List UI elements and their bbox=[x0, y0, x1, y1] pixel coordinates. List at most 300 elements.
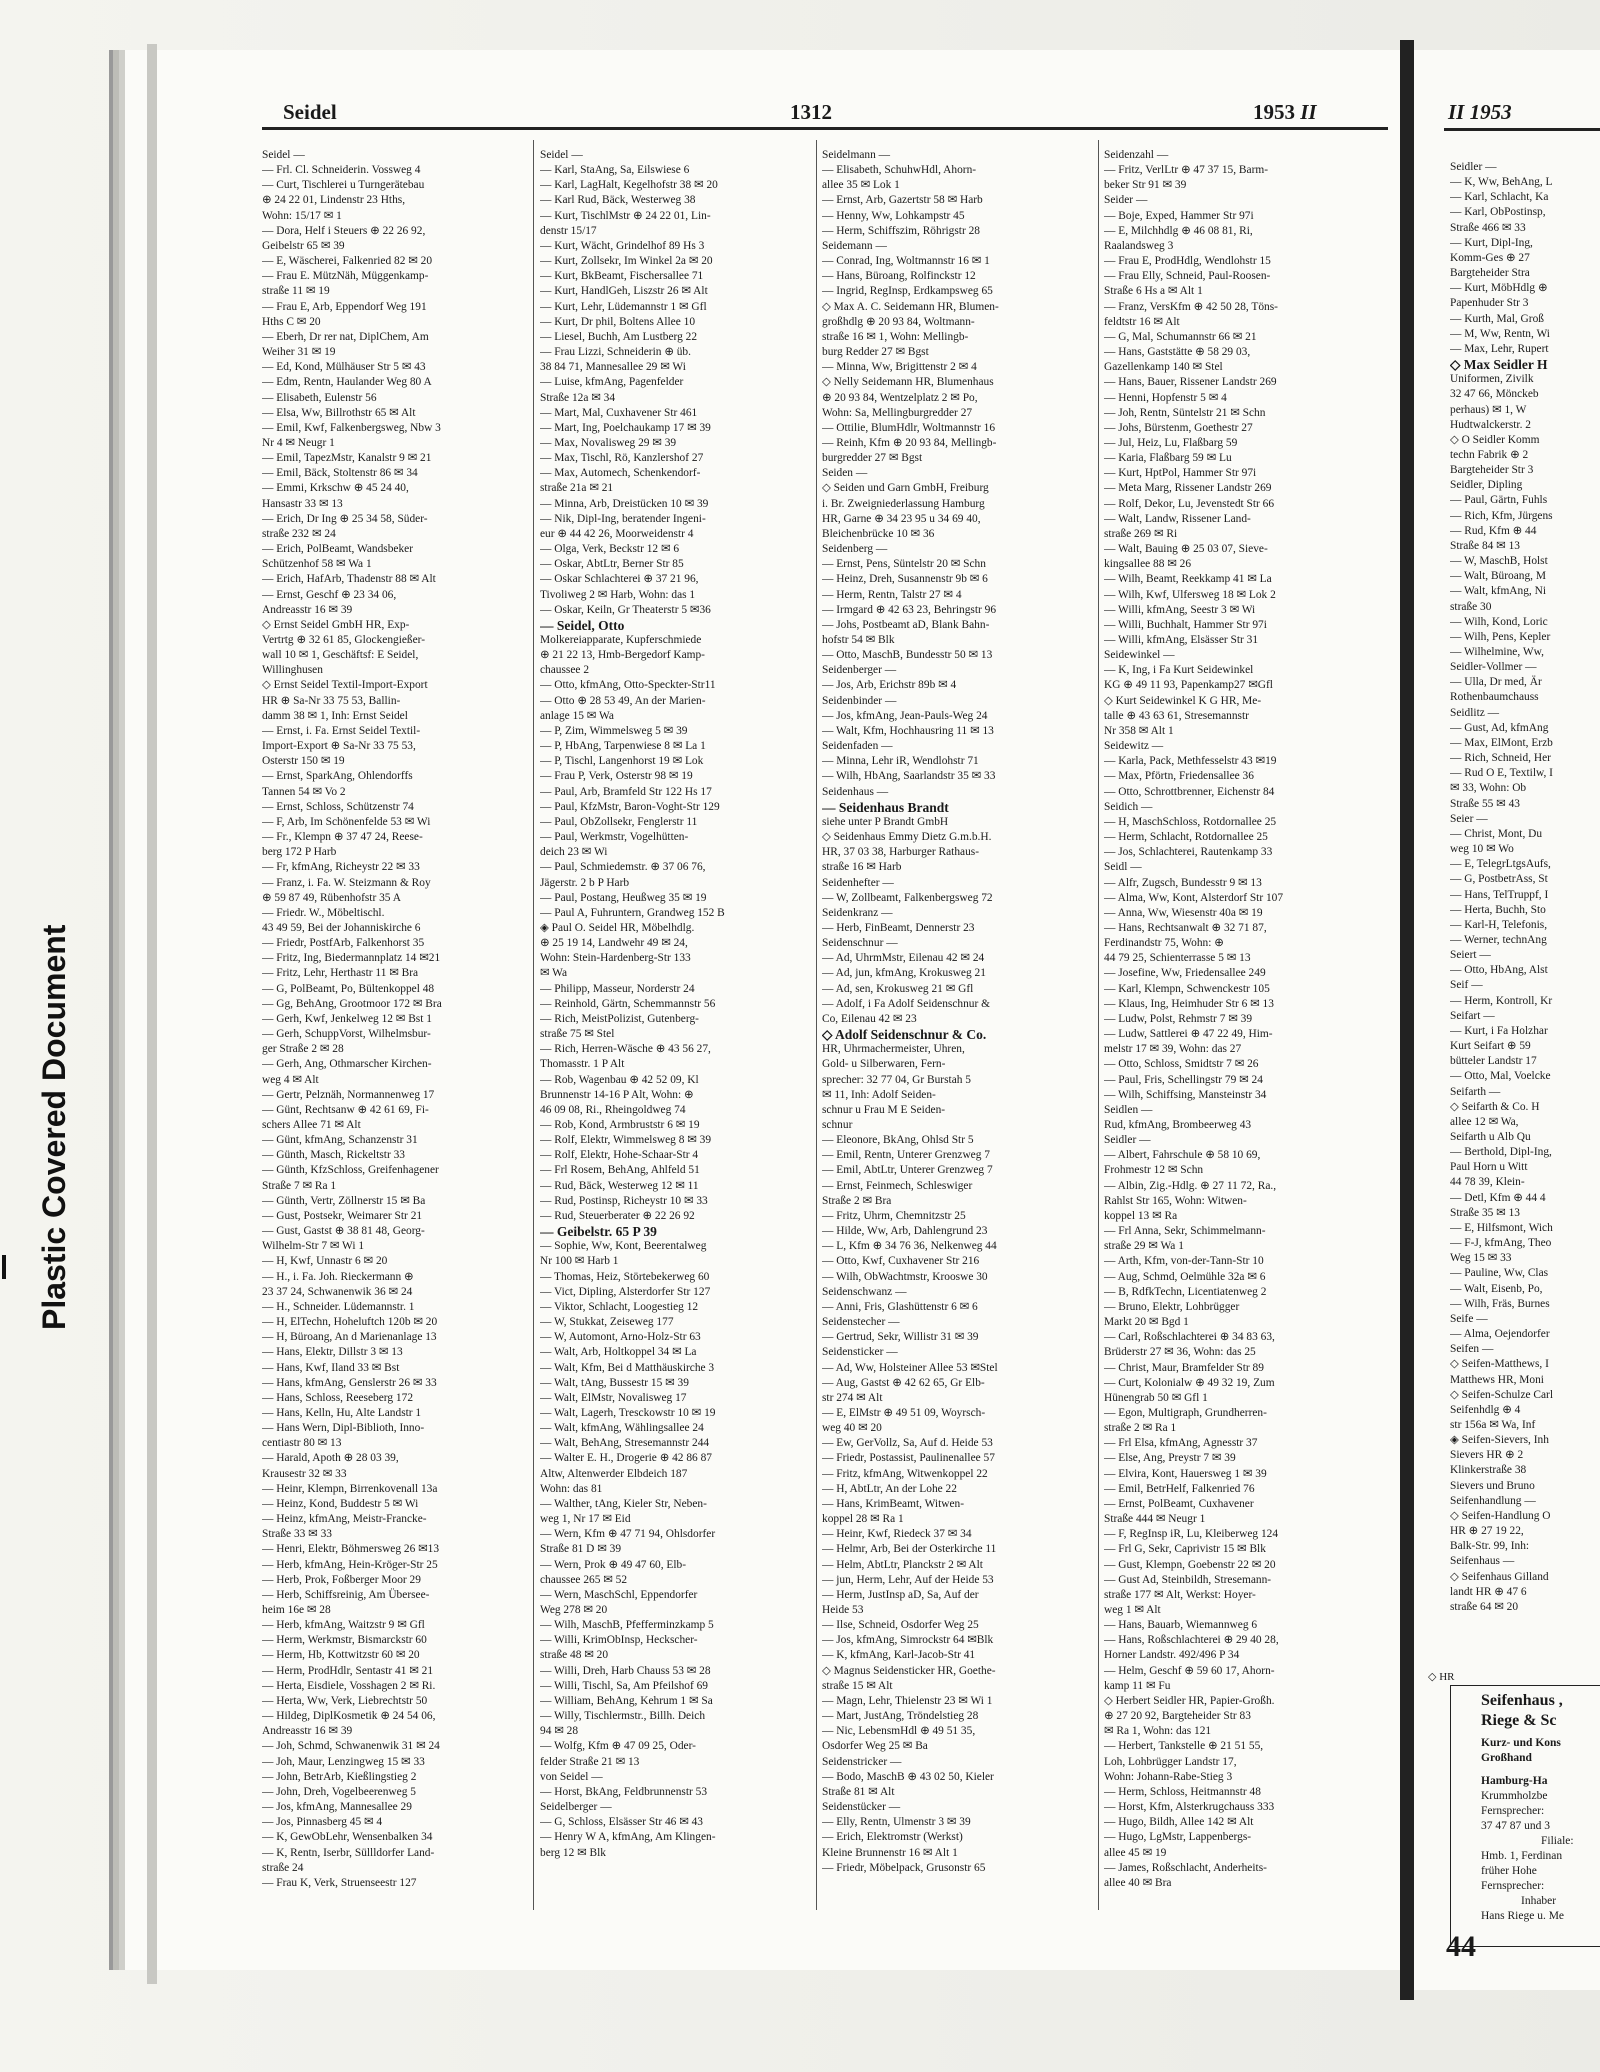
directory-entry-line: — Josefine, Ww, Friedensallee 249 bbox=[1104, 967, 1266, 980]
directory-entry-line: — Karl Rud, Bäck, Westerweg 38 bbox=[540, 194, 696, 207]
directory-entry-line: — Albert, Fahrschule ⊕ 58 10 69, bbox=[1104, 1149, 1261, 1162]
directory-entry-line: straße 15 ✉ Alt bbox=[822, 1679, 893, 1692]
directory-entry-line: — Walt, BehAng, Stresemannstr 244 bbox=[540, 1437, 710, 1450]
facing-entry-line: Paul Horn u Witt bbox=[1450, 1161, 1528, 1174]
facing-entry-line: Seier — bbox=[1450, 812, 1488, 825]
column-3 bbox=[822, 148, 1094, 1876]
directory-entry-line: 46 09 08, Ri., Rheingoldweg 74 bbox=[540, 1103, 686, 1116]
directory-entry-line: — Emil, Kwf, Falkenbergsweg, Nbw 3 bbox=[262, 421, 441, 434]
side-tick-mark bbox=[2, 1255, 6, 1279]
directory-entry-line: Jägerstr. 2 b P Harb bbox=[540, 876, 630, 889]
facing-entry-line: 44 78 39, Klein- bbox=[1450, 1176, 1525, 1189]
facing-entry-line: — Rud O E, Textilw, I bbox=[1450, 767, 1553, 780]
facing-page-number: 44 bbox=[1446, 1930, 1476, 1963]
running-head-name: Seidel bbox=[283, 100, 337, 124]
facing-entry-line: bütteler Landstr 17 bbox=[1450, 1055, 1537, 1068]
directory-entry-line: — Ernst, Schloss, Schützenstr 74 bbox=[262, 800, 414, 813]
facing-entry-line: Seife — bbox=[1450, 1312, 1488, 1325]
directory-entry-line: — Henni, Hopfenstr 5 ✉ 4 bbox=[1104, 391, 1227, 404]
directory-entry-line: — Seidenhaus Brandt bbox=[822, 799, 949, 815]
facing-page bbox=[1414, 50, 1600, 1990]
directory-entry-line: allee 40 ✉ Bra bbox=[1104, 1876, 1172, 1889]
directory-entry-line: — Heinz, Kond, Buddestr 5 ✉ Wi bbox=[262, 1497, 419, 1510]
directory-entry-line: straße 16 ✉ Harb bbox=[822, 861, 902, 874]
directory-entry-line: — Frau E, Arb, Eppendorf Weg 191 bbox=[262, 300, 427, 313]
directory-entry-line: — Fr., Klempn ⊕ 37 47 24, Reese- bbox=[262, 831, 423, 844]
directory-entry-line: ◇ Ernst Seidel GmbH HR, Exp- bbox=[262, 618, 410, 631]
directory-entry-line: — H., i. Fa. Joh. Rieckermann ⊕ bbox=[262, 1270, 414, 1283]
ad-subtitle: Riege & Sc bbox=[1481, 1712, 1557, 1729]
directory-entry-line: — E, ElMstr ⊕ 49 51 09, Woyrsch- bbox=[822, 1406, 986, 1419]
directory-entry-line: — Ludw, Polst, Rehmstr 7 ✉ 39 bbox=[1104, 1012, 1253, 1025]
directory-entry-line: Seidewinkel — bbox=[1104, 649, 1175, 662]
directory-entry-line: — Gust Ad, Steinbildh, Stresemann- bbox=[1104, 1573, 1272, 1586]
facing-entry-line: — Otto, HbAng, Alst bbox=[1450, 964, 1548, 977]
directory-entry-line: — Jos, Arb, Erichstr 89b ✉ 4 bbox=[822, 679, 957, 692]
facing-entry-line: straße 30 bbox=[1450, 600, 1492, 613]
directory-entry-line: straße 24 bbox=[262, 1861, 304, 1874]
facing-entry-line: Matthews HR, Moni bbox=[1450, 1373, 1544, 1386]
directory-entry-line: — Fr, kfmAng, Richeystr 22 ✉ 33 bbox=[262, 861, 420, 874]
directory-entry-line: — Emil, Bäck, Stoltenstr 86 ✉ 34 bbox=[262, 467, 418, 480]
directory-entry-line: — Ernst, Feinmech, Schleswiger bbox=[822, 1179, 973, 1192]
directory-entry-line: ◇ Max A. C. Seidemann HR, Blumen- bbox=[822, 300, 999, 313]
directory-entry-line: — Sophie, Ww, Kont, Beerentalweg bbox=[540, 1240, 707, 1253]
directory-entry-line: — Karl, Klempn, Schwenckestr 105 bbox=[1104, 982, 1270, 995]
directory-entry-line: — Herb, FinBeamt, Dennerstr 23 bbox=[822, 921, 975, 934]
column-divider bbox=[816, 140, 817, 1910]
directory-entry-line: — James, Roßschlacht, Anderheits- bbox=[1104, 1861, 1267, 1874]
directory-entry-line: allee 45 ✉ 19 bbox=[1104, 1846, 1167, 1859]
directory-entry-line: — Paul, KfzMstr, Baron-Voght-Str 129 bbox=[540, 800, 720, 813]
directory-entry-line: weg 4 ✉ Alt bbox=[262, 1073, 319, 1086]
directory-entry-line: HR ⊕ Sa-Nr 33 75 53, Ballin- bbox=[262, 694, 401, 707]
directory-entry-line: — Walt, Lagerh, Tresckowstr 10 ✉ 19 bbox=[540, 1406, 716, 1419]
facing-entry-line: Balk-Str. 99, Inh: bbox=[1450, 1540, 1530, 1553]
directory-entry-line: Kleine Brunnenstr 16 ✉ Alt 1 bbox=[822, 1846, 958, 1859]
directory-entry-line: Brüderstr 27 ✉ 36, Wohn: das 25 bbox=[1104, 1346, 1256, 1359]
facing-entry-line: — M, Ww, Rentn, Wi bbox=[1450, 327, 1550, 340]
directory-entry-line: — Dora, Helf i Steuers ⊕ 22 26 92, bbox=[262, 224, 426, 237]
directory-entry-line: Wilhelm-Str 7 ✉ Wi 1 bbox=[262, 1240, 365, 1253]
directory-entry-line: Straße 7 ✉ Ra 1 bbox=[262, 1179, 337, 1192]
directory-entry-line: — Reinh, Kfm ⊕ 20 93 84, Mellingb- bbox=[822, 436, 997, 449]
facing-entry-line: — Werner, technAng bbox=[1450, 933, 1547, 946]
facing-entry-line: HR ⊕ 27 19 22, bbox=[1450, 1525, 1524, 1538]
directory-entry-line: Seidel — bbox=[540, 149, 583, 161]
directory-entry-line: — Gust, Klempn, Goebenstr 22 ✉ 20 bbox=[1104, 1558, 1276, 1571]
directory-entry-line: — Herm, Schlacht, Rotdornallee 25 bbox=[1104, 831, 1268, 844]
directory-entry-line: — Emil, Rentn, Unterer Grenzweg 7 bbox=[822, 1149, 990, 1162]
facing-entry-line: Seidlitz — bbox=[1450, 706, 1500, 719]
directory-entry-line: Wohn: Sa, Mellingburgredder 27 bbox=[822, 406, 973, 419]
directory-entry-line: Seidenberg — bbox=[822, 543, 888, 556]
directory-entry-line: Seidelberger — bbox=[540, 1801, 612, 1814]
directory-entry-line: — H, Kwf, Unnastr 6 ✉ 20 bbox=[262, 1255, 388, 1268]
directory-entry-line: Hansastr 33 ✉ 13 bbox=[262, 497, 343, 510]
ad-line: Großhand bbox=[1481, 1752, 1532, 1764]
facing-entry-line: Seiert — bbox=[1450, 949, 1491, 962]
directory-entry-line: — Gust, Postsekr, Weimarer Str 21 bbox=[262, 1209, 423, 1222]
facing-entry-line: Seifenhdlg ⊕ 4 bbox=[1450, 1403, 1521, 1416]
directory-entry-line: — Reinhold, Gärtn, Schemmannstr 56 bbox=[540, 997, 716, 1010]
directory-entry-line: — Nik, Dipl-Ing, beratender Ingeni- bbox=[540, 512, 706, 525]
directory-entry-line: straße 21a ✉ 21 bbox=[540, 482, 614, 495]
directory-entry-line: Wohn: 15/17 ✉ 1 bbox=[262, 209, 342, 222]
directory-entry-line: Andreasstr 16 ✉ 39 bbox=[262, 603, 353, 616]
directory-entry-line: — Günth, Masch, Rickeltstr 33 bbox=[262, 1149, 406, 1162]
directory-entry-line: — Wolfg, Kfm ⊕ 47 09 25, Oder- bbox=[540, 1740, 696, 1753]
directory-entry-line: — Hans, Gaststätte ⊕ 58 29 03, bbox=[1104, 346, 1251, 359]
directory-entry-line: — Karla, Pack, Methfesselstr 43 ✉19 bbox=[1104, 755, 1277, 768]
directory-entry-line: ◇ Seidenhaus Emmy Dietz G.m.b.H. bbox=[822, 831, 992, 844]
directory-entry-line: — Paul, Postang, Heußweg 35 ✉ 19 bbox=[540, 891, 707, 904]
directory-entry-line: — Hans, kfmAng, Genslerstr 26 ✉ 33 bbox=[262, 1376, 437, 1389]
directory-entry-line: — G, PolBeamt, Po, Bültenkoppel 48 bbox=[262, 982, 435, 995]
facing-entry-line: Seifenhandlung — bbox=[1450, 1494, 1536, 1507]
directory-entry-line: — Minna, Ww, Brigittenstr 2 ✉ 4 bbox=[822, 361, 977, 374]
directory-entry-line: — Oskar, AbtLtr, Berner Str 85 bbox=[540, 558, 684, 571]
directory-entry-line: — Erich, PolBeamt, Wandsbeker bbox=[262, 543, 414, 556]
directory-entry-line: — Elisabeth, SchuhwHdl, Ahorn- bbox=[822, 164, 977, 177]
facing-entry-line: — Karl, Schlacht, Ka bbox=[1450, 191, 1549, 204]
directory-entry-line: — Otto, Schrottbrenner, Eichenstr 84 bbox=[1104, 785, 1275, 798]
directory-entry-line: Seidenbinder — bbox=[822, 694, 897, 707]
directory-entry-line: — Paul, Fris, Schellingstr 79 ✉ 24 bbox=[1104, 1073, 1263, 1086]
directory-entry-line: Wohn: Johann-Rabe-Stieg 3 bbox=[1104, 1770, 1233, 1783]
directory-entry-line: ✉ Ra 1, Wohn: das 121 bbox=[1104, 1725, 1212, 1738]
facing-entry-line: — Herm, Kontroll, Kr bbox=[1450, 994, 1553, 1007]
directory-entry-line: — Heinr, Klempn, Birrenkovenall 13a bbox=[262, 1482, 438, 1495]
facing-entry-line: — Kurth, Mal, Groß bbox=[1450, 312, 1544, 325]
facing-entry-line: landt HR ⊕ 47 6 bbox=[1450, 1585, 1527, 1598]
directory-entry-line: KG ⊕ 49 11 93, Papenkamp27 ✉Gfl bbox=[1104, 679, 1273, 692]
directory-entry-line: Seiden — bbox=[822, 467, 868, 480]
directory-entry-line: — Helmr, Arb, Bei der Osterkirche 11 bbox=[822, 1543, 997, 1556]
directory-entry-line: — Gust, Gastst ⊕ 38 81 48, Georg- bbox=[262, 1225, 425, 1238]
directory-entry-line: — Hans, Kwf, Iland 33 ✉ Bst bbox=[262, 1361, 400, 1374]
directory-entry-line: ⊕ 21 22 13, Hmb-Bergedorf Kamp- bbox=[540, 649, 705, 662]
facing-entry-line: Rothenbaumchauss bbox=[1450, 691, 1539, 704]
facing-entry-line: — Herta, Buchh, Sto bbox=[1450, 903, 1546, 916]
directory-entry-line: Seidelmann — bbox=[822, 149, 891, 161]
directory-entry-line: Thomasstr. 1 P Alt bbox=[540, 1058, 625, 1071]
directory-entry-line: Osterstr 150 ✉ 19 bbox=[262, 755, 345, 768]
directory-entry-line: — William, BehAng, Kehrum 1 ✉ Sa bbox=[540, 1694, 713, 1707]
directory-entry-line: — Günth, KfzSchloss, Greifenhagener bbox=[262, 1164, 439, 1177]
facing-entry-line: — K, Ww, BehAng, L bbox=[1450, 176, 1553, 189]
facing-entry-line: — Karl-H, Telefonis, bbox=[1450, 918, 1548, 931]
facing-entry-line: — Rud, Kfm ⊕ 44 bbox=[1450, 524, 1537, 537]
directory-entry-line: Schützenhof 58 ✉ Wa 1 bbox=[262, 558, 372, 571]
directory-entry-line: — John, BetrArb, Kießlingstieg 2 bbox=[262, 1770, 417, 1783]
directory-entry-line: — Mart, Ing, Poelchaukamp 17 ✉ 39 bbox=[540, 421, 711, 434]
facing-entry-line: ◇ Seifen-Matthews, I bbox=[1450, 1358, 1549, 1371]
directory-entry-line: — Rolf, Elektr, Hohe-Schaar-Str 4 bbox=[540, 1149, 699, 1162]
facing-entry-line: Uniformen, Zivilk bbox=[1450, 373, 1534, 386]
directory-entry-line: — Paul, Schmiedemstr. ⊕ 37 06 76, bbox=[540, 861, 706, 874]
directory-entry-line: — Bruno, Elektr, Lohbrügger bbox=[1104, 1300, 1240, 1313]
directory-entry-line: Frohmestr 12 ✉ Schn bbox=[1104, 1164, 1204, 1177]
directory-entry-line: HR, Uhrmachermeister, Uhren, bbox=[822, 1043, 965, 1056]
directory-entry-line: — Frl G, Sekr, Caprivistr 15 ✉ Blk bbox=[1104, 1543, 1266, 1556]
directory-entry-line: — Christ, Maur, Bramfelder Str 89 bbox=[1104, 1361, 1264, 1374]
ad-line: Fernsprecher: bbox=[1481, 1880, 1545, 1892]
directory-entry-line: Tivoliweg 2 ✉ Harb, Wohn: das 1 bbox=[540, 588, 696, 601]
directory-entry-line: — H, Büroang, An d Marienanlage 13 bbox=[262, 1331, 437, 1344]
ad-line: Filiale: bbox=[1541, 1835, 1574, 1847]
facing-entry-line: Seifenhaus — bbox=[1450, 1555, 1515, 1568]
directory-entry-line: — Thomas, Heiz, Störtebekerweg 60 bbox=[540, 1270, 710, 1283]
facing-entry-line: straße 64 ✉ 20 bbox=[1450, 1600, 1519, 1613]
directory-entry-line: — Ernst, Pens, Süntelstr 20 ✉ Schn bbox=[822, 558, 986, 571]
facing-entry-line: — Alma, Oejendorfer bbox=[1450, 1328, 1550, 1341]
facing-entry-line: Sievers HR ⊕ 2 bbox=[1450, 1449, 1524, 1462]
directory-entry-line: — Luise, kfmAng, Pagenfelder bbox=[540, 376, 684, 389]
directory-entry-line: weg 1 ✉ Alt bbox=[1104, 1604, 1161, 1616]
directory-entry-line: — Herm, Rentn, Talstr 27 ✉ 4 bbox=[822, 588, 962, 601]
directory-entry-line: — Boje, Exped, Hammer Str 97i bbox=[1104, 209, 1254, 222]
directory-entry-line: — Rob, Kond, Armbruststr 6 ✉ 19 bbox=[540, 1119, 700, 1131]
column-divider bbox=[1098, 140, 1099, 1910]
directory-entry-line: — John, Dreh, Vogelbeerenweg 5 bbox=[262, 1785, 416, 1798]
directory-entry-line: ◇ Magnus Seidensticker HR, Goethe- bbox=[822, 1664, 996, 1677]
directory-entry-line: berg 172 P Harb bbox=[262, 846, 337, 859]
directory-entry-line: — Albin, Zig.-Hdlg. ⊕ 27 11 72, Ra., bbox=[1104, 1179, 1277, 1192]
directory-entry-line: Seidenhefter — bbox=[822, 876, 894, 889]
facing-entry-line: Papenhuder Str 3 bbox=[1450, 297, 1529, 310]
directory-entry-line: — Minna, Lehr iR, Wendlohstr 71 bbox=[822, 755, 979, 768]
directory-entry-line: Hths C ✉ 20 bbox=[262, 315, 321, 328]
directory-entry-line: siehe unter P Brandt GmbH bbox=[822, 815, 949, 828]
directory-entry-line: str 274 ✉ Alt bbox=[822, 1391, 883, 1404]
directory-entry-line: Seidemann — bbox=[822, 239, 887, 252]
directory-entry-line: weg 40 ✉ 20 bbox=[822, 1422, 882, 1435]
facing-entry-line: Seifarth u Alb Qu bbox=[1450, 1131, 1531, 1143]
directory-entry-line: — Wilh, HbAng, Saarlandstr 35 ✉ 33 bbox=[822, 770, 996, 783]
facing-entry-line: — Kurt, Dipl-Ing, bbox=[1450, 236, 1533, 249]
directory-entry-line: feldtstr 16 ✉ Alt bbox=[1104, 315, 1180, 328]
directory-entry-line: — Otto, MaschB, Bundesstr 50 ✉ 13 bbox=[822, 649, 993, 662]
directory-entry-line: — Frau E. MützNäh, Müggenkamp- bbox=[262, 270, 429, 283]
facing-entry-line: — Kurt, MöbHdlg ⊕ bbox=[1450, 282, 1548, 295]
facing-entry-line: Straße 84 ✉ 13 bbox=[1450, 539, 1520, 552]
facing-column bbox=[1450, 160, 1600, 1615]
directory-entry-line: felder Straße 21 ✉ 13 bbox=[540, 1755, 640, 1768]
directory-entry-line: — Rud, Bäck, Westerweg 12 ✉ 11 bbox=[540, 1179, 699, 1192]
directory-entry-line: — jun, Herm, Lehr, Auf der Heide 53 bbox=[822, 1573, 994, 1586]
directory-entry-line: — Rud, Postinsp, Richeystr 10 ✉ 33 bbox=[540, 1194, 708, 1207]
directory-entry-line: Molkereiapparate, Kupferschmiede bbox=[540, 634, 702, 646]
directory-entry-line: — Hans, Roßschlachterei ⊕ 29 40 28, bbox=[1104, 1634, 1279, 1647]
column-2 bbox=[540, 148, 810, 1861]
directory-entry-line: — Hans, Schloss, Reeseberg 172 bbox=[262, 1391, 414, 1404]
directory-entry-line: ◇ Seiden und Garn GmbH, Freiburg bbox=[822, 482, 989, 495]
directory-entry-line: — Frl Elsa, kfmAng, Agnesstr 37 bbox=[1104, 1437, 1258, 1450]
directory-entry-line: — Mart, Mal, Cuxhavener Str 461 bbox=[540, 406, 698, 419]
directory-entry-line: — Eberh, Dr rer nat, DiplChem, Am bbox=[262, 330, 429, 343]
directory-entry-line: — Walt, Landw, Rissener Land- bbox=[1104, 512, 1251, 525]
directory-entry-line: — Alfr, Zugsch, Bundesstr 9 ✉ 13 bbox=[1104, 876, 1262, 889]
directory-entry-line: — Kurt, Wächt, Grindelhof 89 Hs 3 bbox=[540, 239, 705, 252]
directory-entry-line: — Otto ⊕ 28 53 49, An der Marien- bbox=[540, 694, 706, 707]
directory-entry-line: Seidenfaden — bbox=[822, 740, 893, 753]
directory-entry-line: — Max, Tischl, Rö, Kanzlershof 27 bbox=[540, 452, 704, 465]
facing-entry-line: ◈ Seifen-Sievers, Inh bbox=[1450, 1434, 1549, 1447]
directory-entry-line: i. Br. Zweigniederlassung Hamburg bbox=[822, 497, 985, 510]
directory-entry-line: — Herm, JustInsp aD, Sa, Auf der bbox=[822, 1588, 979, 1601]
directory-entry-line: — Adolf, i Fa Adolf Seidenschnur & bbox=[822, 997, 990, 1010]
directory-entry-line: — Fritz, Lehr, Herthastr 11 ✉ Bra bbox=[262, 967, 419, 980]
directory-entry-line: — Ew, GerVollz, Sa, Auf d. Heide 53 bbox=[822, 1437, 993, 1450]
directory-entry-line: — Walt, Kfm, Hochhausring 11 ✉ 13 bbox=[822, 724, 994, 737]
directory-entry-line: — Frau Lizzi, Schneiderin ⊕ üb. bbox=[540, 346, 691, 359]
directory-entry-line: Geibelstr 65 ✉ 39 bbox=[262, 239, 345, 252]
directory-entry-line: — Jul, Heiz, Lu, Flaßbarg 59 bbox=[1104, 436, 1238, 449]
directory-entry-line: HR, Garne ⊕ 34 23 95 u 34 69 40, bbox=[822, 512, 981, 525]
directory-entry-line: ◇ Nelly Seidemann HR, Blumenhaus bbox=[822, 376, 994, 389]
facing-entry-line: — Christ, Mont, Du bbox=[1450, 827, 1543, 840]
directory-entry-line: — P, Zim, Wimmelsweg 5 ✉ 39 bbox=[540, 724, 688, 737]
directory-entry-line: — Hans, KrimBeamt, Witwen- bbox=[822, 1497, 965, 1510]
facing-entry-line: — E, Hilfsmont, Wich bbox=[1450, 1221, 1553, 1234]
facing-entry-line: — Max, ElMont, Erzb bbox=[1450, 736, 1553, 749]
directory-entry-line: — Walt, Bauing ⊕ 25 03 07, Sieve- bbox=[1104, 543, 1268, 556]
directory-entry-line: — Ernst, PolBeamt, Cuxhavener bbox=[1104, 1497, 1254, 1510]
directory-entry-line: — Ernst, Geschf ⊕ 23 34 06, bbox=[262, 588, 397, 601]
directory-entry-line: — Frau Elly, Schneid, Paul-Roosen- bbox=[1104, 270, 1271, 283]
directory-entry-line: sprecher: 32 77 04, Gr Burstah 5 bbox=[822, 1073, 971, 1086]
directory-entry-line: ◇ Adolf Seidenschnur & Co. bbox=[822, 1027, 987, 1043]
directory-entry-line: — Jos, kfmAng, Mannesallee 29 bbox=[262, 1801, 412, 1814]
facing-entry-line: Seifen — bbox=[1450, 1343, 1494, 1356]
facing-entry-line: Seif — bbox=[1450, 979, 1483, 992]
directory-entry-line: — Olga, Verk, Beckstr 12 ✉ 6 bbox=[540, 543, 680, 556]
directory-entry-line: — Otto, kfmAng, Otto-Speckter-Str11 bbox=[540, 679, 716, 692]
facing-entry-line: weg 10 ✉ Wo bbox=[1450, 843, 1514, 856]
directory-entry-line: Straße 81 D ✉ 39 bbox=[540, 1543, 622, 1556]
facing-entry-line: — Walt, Eisenb, Po, bbox=[1450, 1282, 1543, 1295]
directory-entry-line: — Vict, Dipling, Alsterdorfer Str 127 bbox=[540, 1285, 711, 1298]
directory-entry-line: schnur bbox=[822, 1119, 853, 1131]
directory-entry-line: Krausestr 32 ✉ 33 bbox=[262, 1467, 347, 1480]
directory-entry-line: — Ed, Kond, Mülhäuser Str 5 ✉ 43 bbox=[262, 361, 426, 374]
directory-entry-line: — Willi, KrimObInsp, Heckscher- bbox=[540, 1634, 698, 1647]
facing-entry-line: Seidler-Vollmer — bbox=[1450, 661, 1537, 674]
directory-entry-line: — Willi, Tischl, Sa, Am Pfeilshof 69 bbox=[540, 1679, 708, 1692]
directory-entry-line: — Wern, MaschSchl, Eppendorfer bbox=[540, 1588, 698, 1601]
directory-entry-line: ◈ Paul O. Seidel HR, Möbelhdlg. bbox=[540, 921, 695, 934]
directory-entry-line: — Kurt, Dr phil, Boltens Allee 10 bbox=[540, 315, 696, 328]
directory-entry-line: Brunnenstr 14-16 P Alt, Wohn: ⊕ bbox=[540, 1088, 694, 1101]
directory-entry-line: — Johs, Bürstenm, Goethestr 27 bbox=[1104, 421, 1253, 434]
facing-entry-line: techn Fabrik ⊕ 2 bbox=[1450, 448, 1529, 461]
directory-entry-line: berg 12 ✉ Blk bbox=[540, 1846, 606, 1859]
directory-entry-line: — Helm, Geschf ⊕ 59 60 17, Ahorn- bbox=[1104, 1664, 1275, 1677]
directory-entry-line: — Eleonore, BkAng, Ohlsd Str 5 bbox=[822, 1134, 974, 1147]
directory-entry-line: — Herm, Schloss, Heitmannstr 48 bbox=[1104, 1785, 1261, 1798]
directory-entry-line: — Hugo, Bildh, Allee 142 ✉ Alt bbox=[1104, 1816, 1254, 1829]
ad-title: Seifenhaus , bbox=[1481, 1692, 1563, 1709]
directory-entry-line: — Henri, Elektr, Böhmersweg 26 ✉13 bbox=[262, 1543, 440, 1556]
directory-entry-line: Seidenberger — bbox=[822, 664, 897, 677]
directory-entry-line: — F, RegInsp iR, Lu, Kleiberweg 124 bbox=[1104, 1528, 1279, 1541]
facing-entry-line: 32 47 66, Mönckeb bbox=[1450, 388, 1539, 401]
facing-entry-line: Kurt Seifart ⊕ 59 bbox=[1450, 1040, 1531, 1053]
directory-entry-line: weg 1, Nr 17 ✉ Eid bbox=[540, 1513, 631, 1526]
directory-entry-line: Wohn: das 81 bbox=[540, 1482, 603, 1495]
directory-entry-line: — Frl Rosem, BehAng, Ahlfeld 51 bbox=[540, 1164, 700, 1177]
directory-entry-line: — Henry W A, kfmAng, Am Klingen- bbox=[540, 1831, 716, 1844]
facing-entry-line: Klinkerstraße 38 bbox=[1450, 1464, 1527, 1477]
directory-entry-line: — W, Automont, Arno-Holz-Str 63 bbox=[540, 1331, 701, 1344]
directory-entry-line: — Fritz, kfmAng, Witwenkoppel 22 bbox=[822, 1467, 988, 1480]
directory-entry-line: denstr 15/17 bbox=[540, 224, 597, 237]
directory-entry-line: Seidenstücker — bbox=[822, 1801, 901, 1814]
directory-entry-line: — P, HbAng, Tarpenwiese 8 ✉ La 1 bbox=[540, 740, 706, 753]
facing-entry-line: — Detl, Kfm ⊕ 44 4 bbox=[1450, 1191, 1546, 1204]
directory-entry-line: straße 16 ✉ 1, Wohn: Mellingb- bbox=[822, 330, 969, 343]
facing-entry-line: — Karl, ObPostinsp, bbox=[1450, 206, 1546, 219]
directory-entry-line: Raalandsweg 3 bbox=[1104, 239, 1174, 252]
facing-entry-line: — Rich, Kfm, Jürgens bbox=[1450, 509, 1553, 522]
directory-entry-line: — Elsa, Ww, Billrothstr 65 ✉ Alt bbox=[262, 406, 416, 419]
directory-entry-line: Straße 81 ✉ Alt bbox=[822, 1785, 895, 1798]
directory-entry-line: — Ingrid, RegInsp, Erdkampsweg 65 bbox=[822, 285, 993, 298]
directory-entry-line: — Herm, Hb, Kottwitzstr 60 ✉ 20 bbox=[262, 1649, 420, 1662]
directory-entry-line: — Gerh, Kwf, Jenkelweg 12 ✉ Bst 1 bbox=[262, 1012, 432, 1025]
directory-entry-line: chaussee 265 ✉ 52 bbox=[540, 1573, 628, 1586]
directory-entry-line: — Geibelstr. 65 P 39 bbox=[540, 1224, 657, 1240]
directory-entry-line: — Kurt, TischlMstr ⊕ 24 22 01, Lin- bbox=[540, 209, 711, 222]
directory-entry-line: — Elly, Rentn, Ulmenstr 3 ✉ 39 bbox=[822, 1816, 971, 1829]
facing-entry-line: — E, TelegrLtgsAufs, bbox=[1450, 858, 1551, 871]
directory-entry-line: — Wilh, ObWachtmstr, Krooswe 30 bbox=[822, 1270, 988, 1283]
directory-entry-line: — Else, Ang, Preystr 7 ✉ 39 bbox=[1104, 1452, 1236, 1465]
directory-entry-line: deich 23 ✉ Wi bbox=[540, 846, 608, 859]
directory-entry-line: — Mart, JustAng, Tröndelstieg 28 bbox=[822, 1710, 979, 1723]
directory-entry-line: — Friedr, Postassist, Paulinenallee 57 bbox=[822, 1452, 995, 1465]
facing-entry-line: — Wilhelmine, Ww, bbox=[1450, 646, 1544, 658]
directory-entry-line: 44 79 25, Schienterrasse 5 ✉ 13 bbox=[1104, 952, 1251, 965]
directory-entry-line: — Henny, Ww, Lohkampstr 45 bbox=[822, 209, 965, 222]
facing-entry-line: — Wilh, Pens, Kepler bbox=[1450, 630, 1551, 643]
directory-entry-line: — Jos, kfmAng, Jean-Pauls-Weg 24 bbox=[822, 709, 988, 722]
directory-entry-line: — Hilde, Ww, Arb, Dahlengrund 23 bbox=[822, 1225, 988, 1238]
directory-entry-line: — Herm, Schiffszim, Röhrigstr 28 bbox=[822, 224, 980, 237]
directory-entry-line: — Ottilie, BlumHdlr, Woltmannstr 16 bbox=[822, 421, 996, 434]
directory-entry-line: — Herb, Prok, Foßberger Moor 29 bbox=[262, 1573, 421, 1586]
directory-entry-line: ger Straße 2 ✉ 28 bbox=[262, 1043, 344, 1056]
directory-entry-line: — Joh, Maur, Lenzingweg 15 ✉ 33 bbox=[262, 1755, 425, 1768]
directory-entry-line: — Wilh, Kwf, Ulfersweg 18 ✉ Lok 2 bbox=[1104, 588, 1276, 601]
directory-entry-line: — Wilh, Schiffsing, Mansteinstr 34 bbox=[1104, 1088, 1267, 1101]
directory-entry-line: Seidensticker — bbox=[822, 1346, 898, 1359]
directory-entry-line: Andreasstr 16 ✉ 39 bbox=[262, 1725, 353, 1738]
directory-entry-line: Ferdinandstr 75, Wohn: ⊕ bbox=[1104, 937, 1224, 950]
directory-entry-line: ⊕ 27 20 92, Bargteheider Str 83 bbox=[1104, 1710, 1251, 1723]
facing-entry-line: — Hans, TelTruppf, I bbox=[1450, 888, 1549, 901]
directory-entry-line: — Conrad, Ing, Woltmannstr 16 ✉ 1 bbox=[822, 255, 990, 268]
directory-entry-line: — Herta, Ww, Verk, Liebrechtstr 50 bbox=[262, 1694, 428, 1707]
directory-entry-line: — Ernst, i. Fa. Ernst Seidel Textil- bbox=[262, 724, 421, 737]
facing-entry-line: Hudtwalckerstr. 2 bbox=[1450, 418, 1531, 431]
facing-entry-line: Bargteheider Str 3 bbox=[1450, 464, 1534, 477]
directory-entry-line: — Rich, MeistPolizist, Gutenberg- bbox=[540, 1012, 699, 1025]
directory-entry-line: Straße 6 Hs a ✉ Alt 1 bbox=[1104, 285, 1203, 298]
directory-entry-line: — Herm, Werkmstr, Bismarckstr 60 bbox=[262, 1634, 427, 1647]
directory-entry-line: — Minna, Arb, Dreistücken 10 ✉ 39 bbox=[540, 497, 709, 510]
